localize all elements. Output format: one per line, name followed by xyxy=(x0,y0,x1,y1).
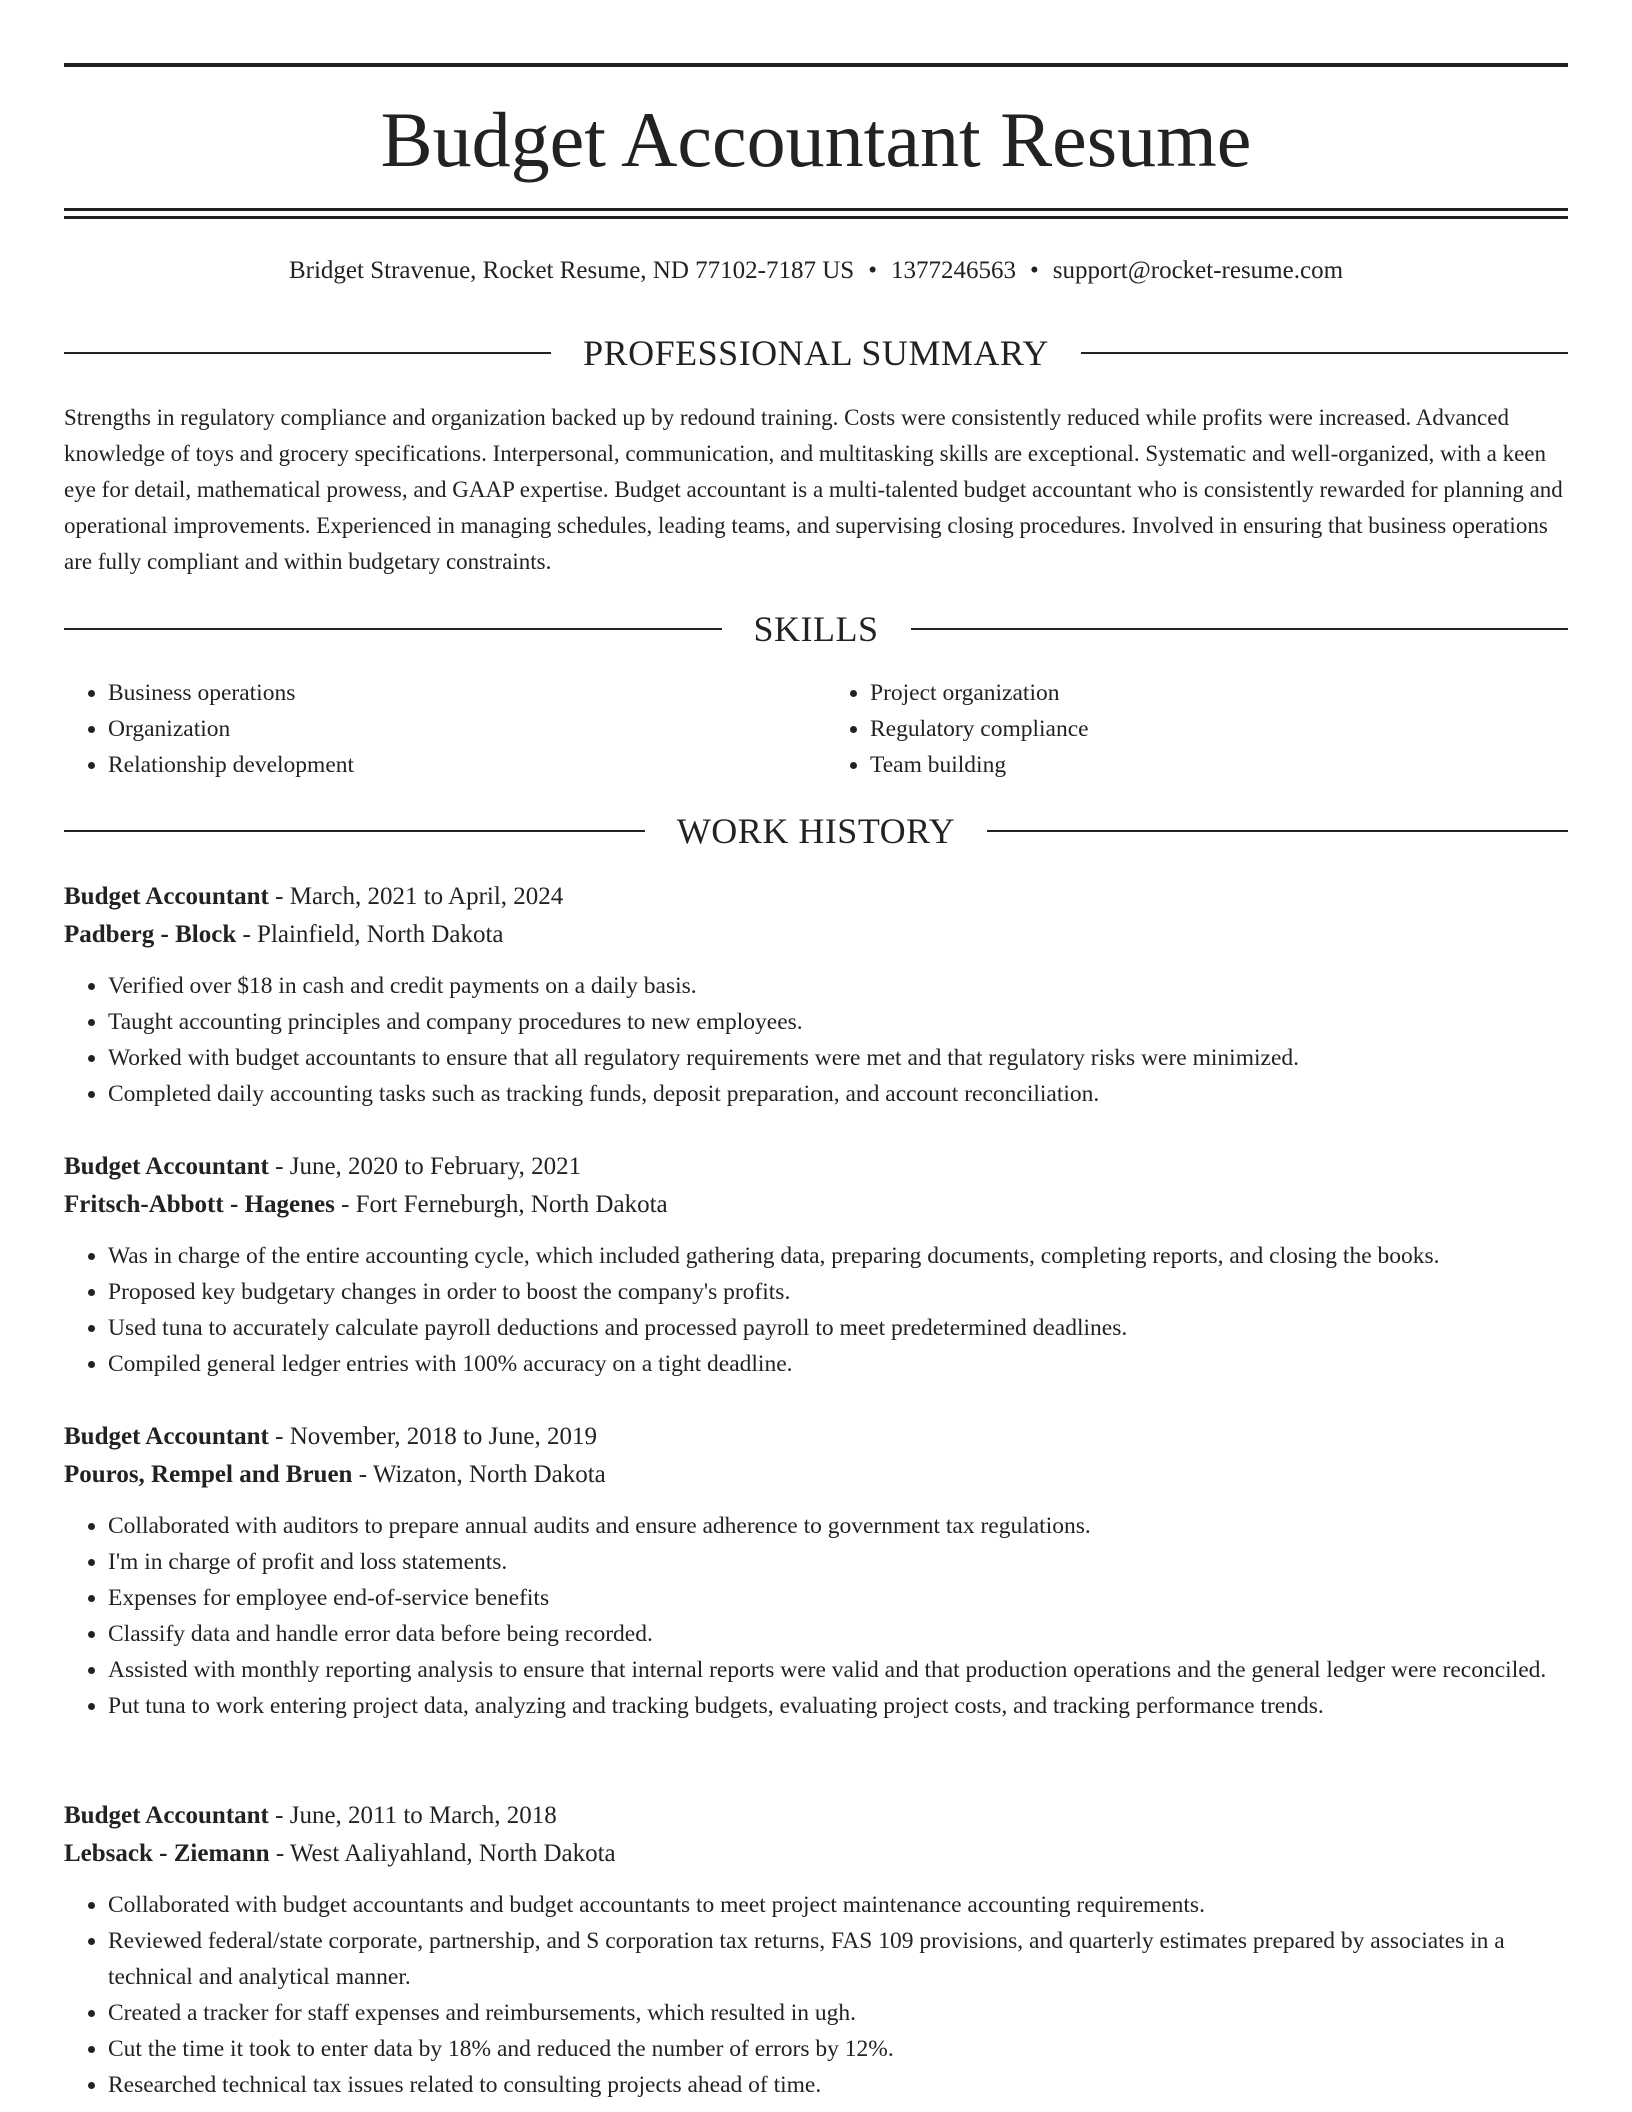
contact-separator: • xyxy=(868,257,877,284)
summary-section-header xyxy=(64,331,1568,375)
job-company: Padberg - Block xyxy=(64,921,237,948)
contact-email: support@rocket-resume.com xyxy=(1052,257,1344,284)
summary-text: Strengths in regulatory compliance and organization backed up by redound training. Costs were consistently reduced while profits were increased. Advanced knowledge of toys and grocery specifications. Interpersonal, communication, and multitasking skills are exceptional. Systematic and well-organized, with a keen eye for detail, mathematical prowess, and GAAP expertise. Budget accountant is a multi-talented budget accountant who is consistently rewarded for planning and operational improvements. Experienced in managing schedules, leading teams, and supervising closing procedures. Involved in ensuring that business operations are fully compliant and within budgetary constraints. xyxy=(64,405,1563,574)
skills-list xyxy=(64,675,1568,783)
job-company-line xyxy=(64,1835,1568,1873)
skill-item: • Regulatory compliance xyxy=(870,711,1568,747)
job-location: - Plainfield, North Dakota xyxy=(236,921,504,948)
contact-phone: 1377246563 xyxy=(890,257,1016,284)
summary-heading: PROFESSIONAL SUMMARY xyxy=(583,333,1049,373)
job-title-line xyxy=(64,1418,1568,1456)
job-company-line xyxy=(64,1186,1568,1224)
work-heading: WORK HISTORY xyxy=(676,811,956,851)
job-bullet: • Cut the time it took to enter data by 18% and reduced the number of errors by 12%. xyxy=(108,2031,1568,2067)
job-bullet: • Proposed key budgetary changes in order to boost the company's profits. xyxy=(108,1274,1568,1310)
job-entry xyxy=(64,1148,1568,1382)
job-bullet: • Assisted with monthly reporting analysis to ensure that internal reports were valid and that production operations and the general ledger were reconciled. xyxy=(108,1652,1568,1688)
job-bullets xyxy=(64,1887,1568,2103)
work-section-header xyxy=(64,809,1568,853)
contact-line xyxy=(64,254,1568,288)
job-dates: - March, 2021 to April, 2024 xyxy=(268,883,564,910)
job-bullet: • I'm in charge of profit and loss statements. xyxy=(108,1544,1568,1580)
job-bullet: • Classify data and handle error data before being recorded. xyxy=(108,1616,1568,1652)
title-rule-upper xyxy=(64,208,1568,211)
skills-column-left xyxy=(64,675,806,783)
job-bullet: • Expenses for employee end-of-service benefits xyxy=(108,1580,1568,1616)
job-location: - Fort Ferneburgh, North Dakota xyxy=(334,1191,668,1218)
job-bullet: • Completed daily accounting tasks such as tracking funds, deposit preparation, and account reconciliation. xyxy=(108,1076,1568,1112)
job-bullets xyxy=(64,968,1568,1112)
job-title-line xyxy=(64,878,1568,916)
job-title-line xyxy=(64,1148,1568,1186)
job-title-line xyxy=(64,1797,1568,1835)
job-title: Budget Accountant xyxy=(64,883,269,910)
job-location: - West Aaliyahland, North Dakota xyxy=(269,1840,616,1867)
job-title: Budget Accountant xyxy=(64,1423,269,1450)
job-company: Lebsack - Ziemann xyxy=(64,1840,270,1867)
top-rule xyxy=(64,63,1568,67)
job-dates: - June, 2011 to March, 2018 xyxy=(268,1802,557,1829)
job-company: Pouros, Rempel and Bruen xyxy=(64,1461,353,1488)
job-bullet: • Collaborated with auditors to prepare annual audits and ensure adherence to government tax regulations. xyxy=(108,1508,1568,1544)
section-rule-left xyxy=(64,628,722,630)
section-rule-right xyxy=(987,830,1568,832)
job-company-line xyxy=(64,916,1568,954)
section-rule-right xyxy=(1081,352,1568,354)
title-rule-lower xyxy=(64,216,1568,219)
job-bullet: • Compiled general ledger entries with 100% accuracy on a tight deadline. xyxy=(108,1346,1568,1382)
skill-item: • Relationship development xyxy=(108,747,806,783)
job-bullets xyxy=(64,1238,1568,1382)
job-company: Fritsch-Abbott - Hagenes xyxy=(64,1191,335,1218)
job-entry xyxy=(64,878,1568,1112)
job-bullet: • Researched technical tax issues related to consulting projects ahead of time. xyxy=(108,2067,1568,2103)
job-bullet: • Reviewed federal/state corporate, partnership, and S corporation tax returns, FAS 109 provisions, and quarterly estimates prepared by associates in a technical and analytical manner. xyxy=(108,1923,1568,1995)
job-bullet: • Taught accounting principles and company procedures to new employees. xyxy=(108,1004,1568,1040)
job-title: Budget Accountant xyxy=(64,1802,269,1829)
skill-item: • Organization xyxy=(108,711,806,747)
contact-address: Bridget Stravenue, Rocket Resume, ND 77102-7187 US xyxy=(288,257,855,284)
job-dates: - June, 2020 to February, 2021 xyxy=(268,1153,582,1180)
job-bullet: • Created a tracker for staff expenses and reimbursements, which resulted in ugh. xyxy=(108,1995,1568,2031)
job-bullet: • Collaborated with budget accountants and budget accountants to meet project maintenance accounting requirements. xyxy=(108,1887,1568,1923)
contact-separator: • xyxy=(1029,257,1039,284)
skills-heading: SKILLS xyxy=(753,609,879,649)
job-bullet: • Worked with budget accountants to ensure that all regulatory requirements were met and that regulatory risks were minimized. xyxy=(108,1040,1568,1076)
skill-item: • Team building xyxy=(870,747,1568,783)
section-rule-right xyxy=(911,628,1569,630)
resume-title: Budget Accountant Resume xyxy=(380,96,1252,183)
skills-column-right xyxy=(826,675,1568,783)
job-bullet: • Used tuna to accurately calculate payroll deductions and processed payroll to meet predetermined deadlines. xyxy=(108,1310,1568,1346)
section-rule-left xyxy=(64,352,551,354)
section-rule-left xyxy=(64,830,645,832)
skill-item: • Business operations xyxy=(108,675,806,711)
job-bullet: • Verified over $18 in cash and credit payments on a daily basis. xyxy=(108,968,1568,1004)
skills-section-header xyxy=(64,607,1568,651)
job-entry xyxy=(64,1797,1568,2103)
job-location: - Wizaton, North Dakota xyxy=(352,1461,606,1488)
job-bullets xyxy=(64,1508,1568,1724)
job-title: Budget Accountant xyxy=(64,1153,269,1180)
job-entry xyxy=(64,1418,1568,1724)
job-dates: - November, 2018 to June, 2019 xyxy=(268,1423,598,1450)
skill-item: • Project organization xyxy=(870,675,1568,711)
job-bullet: • Put tuna to work entering project data, analyzing and tracking budgets, evaluating project costs, and tracking performance trends. xyxy=(108,1688,1568,1724)
job-company-line xyxy=(64,1456,1568,1494)
job-bullet: • Was in charge of the entire accounting cycle, which included gathering data, preparing documents, completing reports, and closing the books. xyxy=(108,1238,1568,1274)
